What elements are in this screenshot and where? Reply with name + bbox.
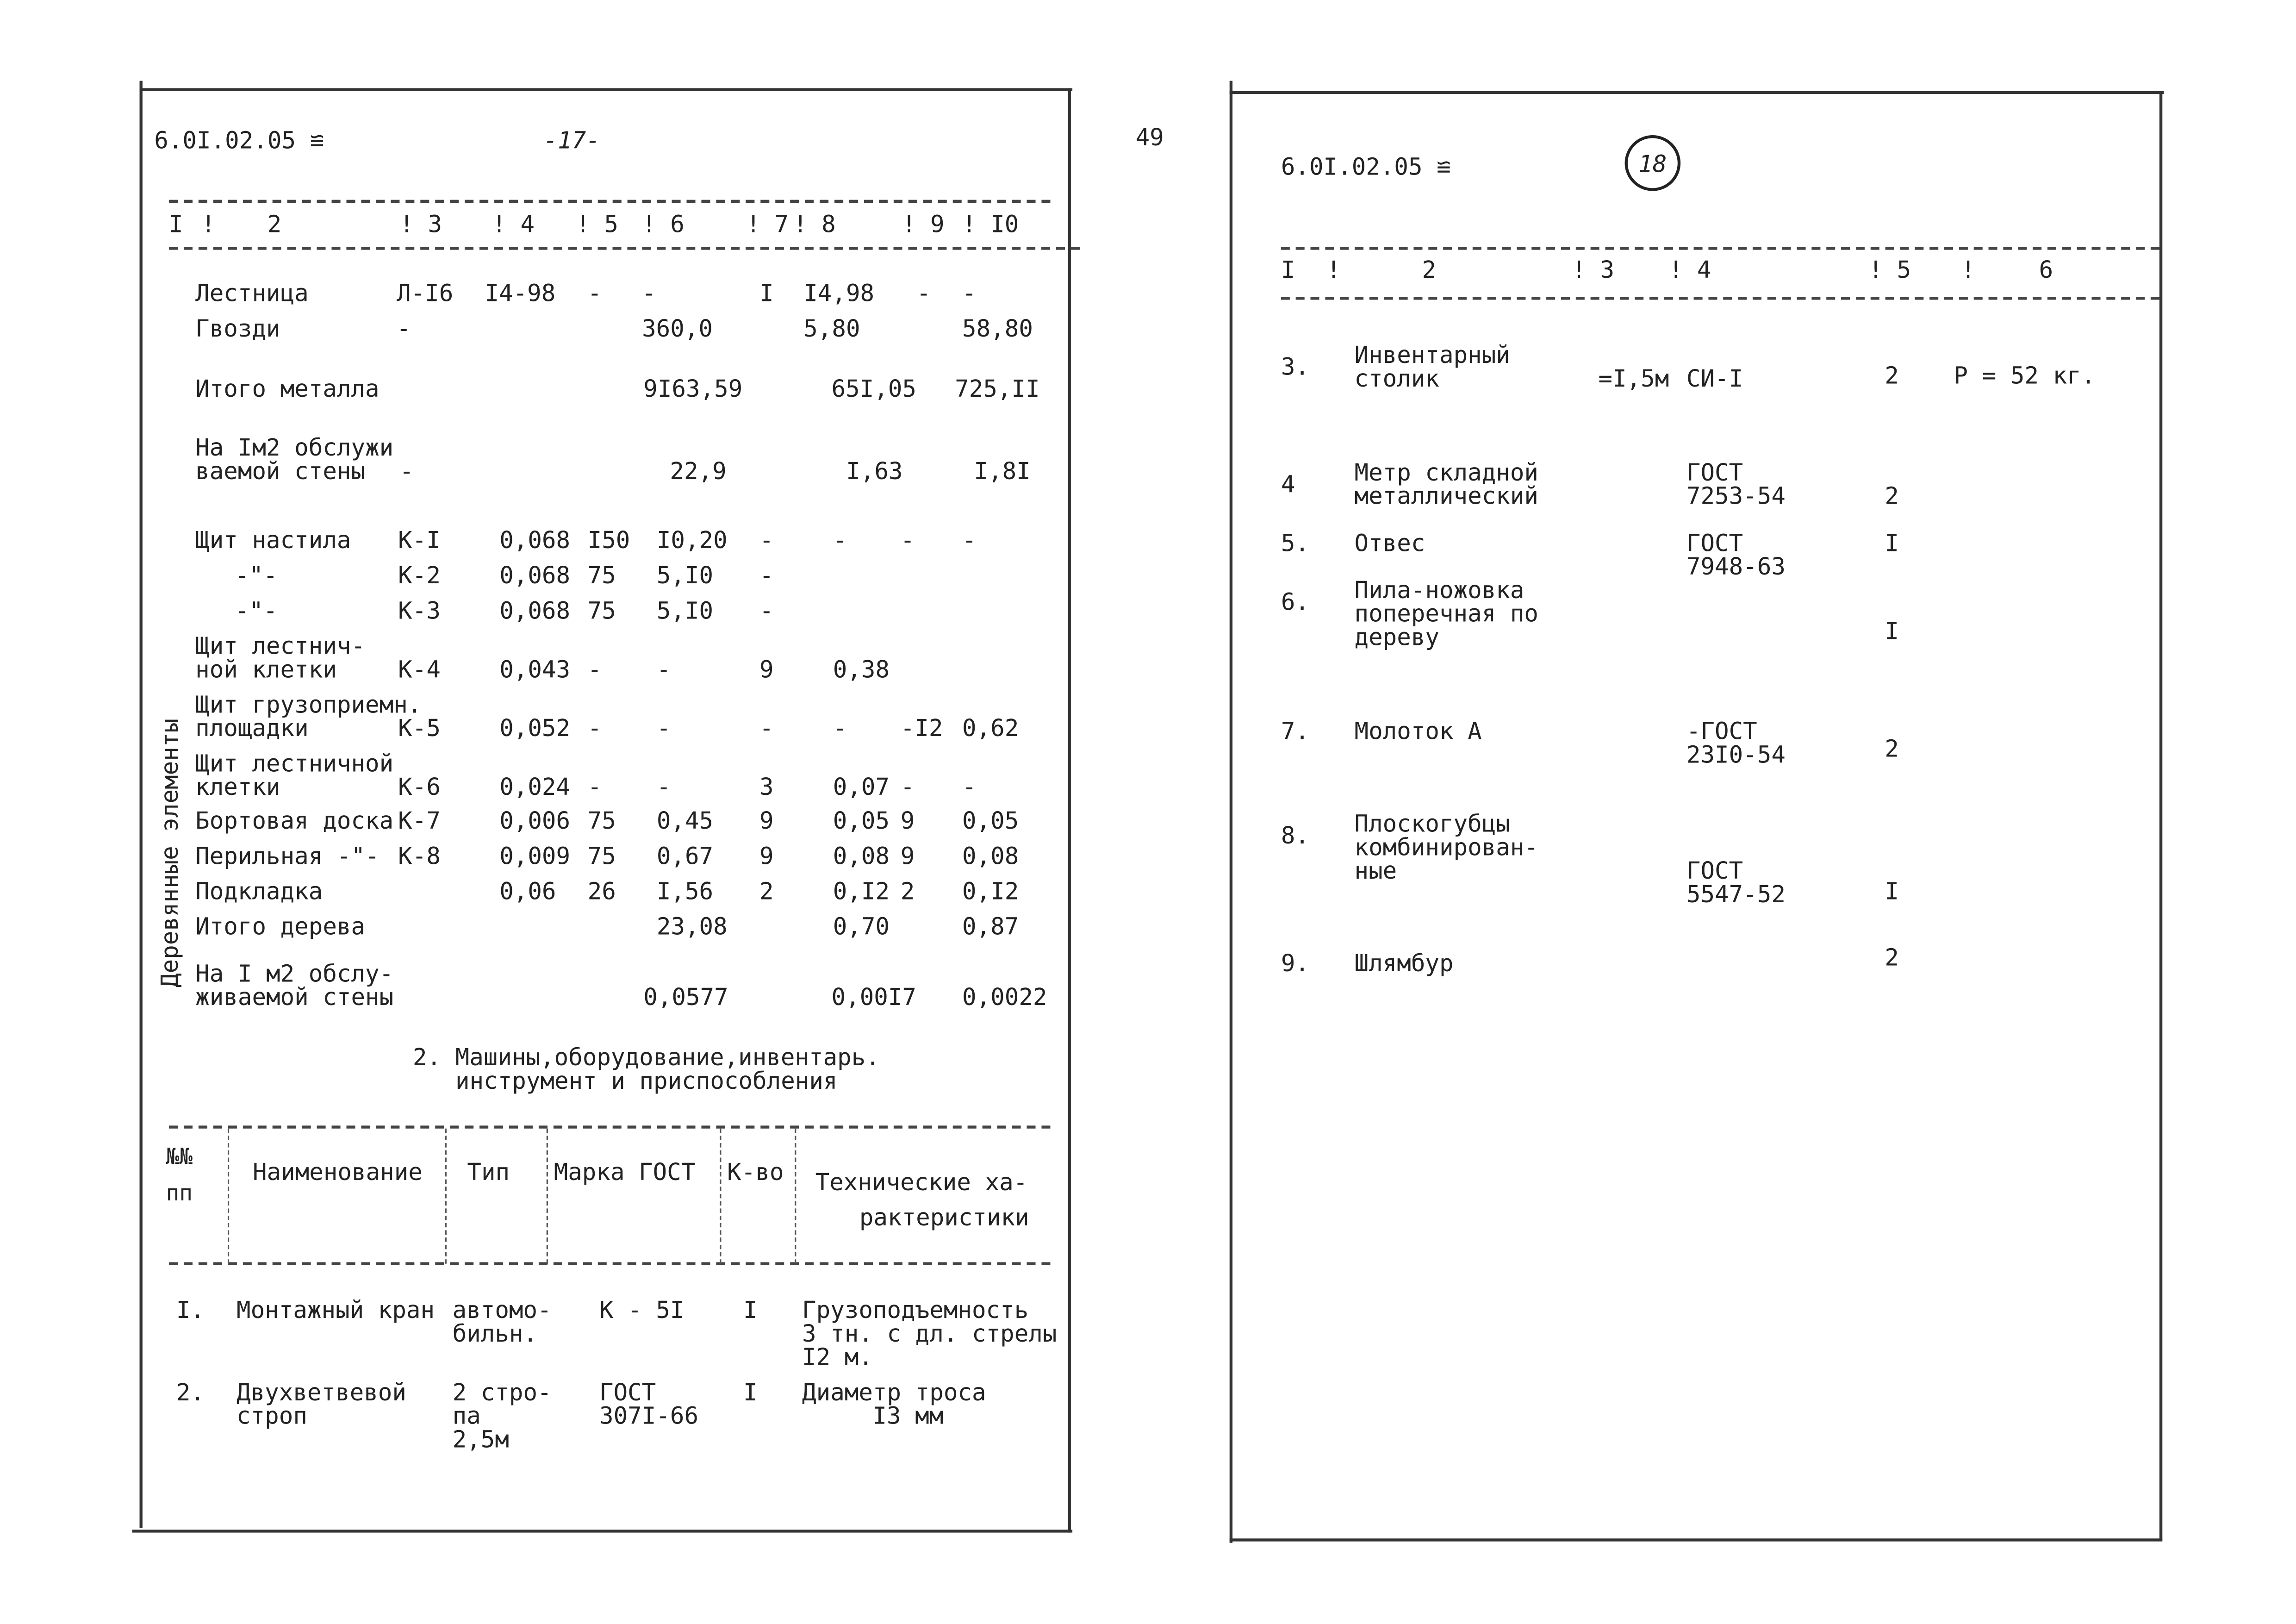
wood-cell-c6: 0,45: [656, 806, 714, 835]
right-row-c5: 2: [1885, 943, 1899, 972]
wood-cell-mark: К-4: [398, 655, 441, 683]
t2-head-type: Тип: [467, 1158, 510, 1186]
right-row-name: металлический: [1354, 482, 1539, 510]
t2-head-qty: К-во: [727, 1158, 784, 1186]
metal-total-c6: 9I63,59: [643, 375, 743, 403]
t2-head-mark: Марка ГОСТ: [554, 1158, 696, 1186]
right-doc-code: 6.0I.02.05 ≌: [1281, 153, 1451, 181]
wood-cell-c4: 0,06: [499, 877, 556, 906]
right-header-cell: I: [1281, 256, 1295, 284]
metal-cell: -: [587, 279, 602, 307]
wood-total-c10: 0,87: [962, 912, 1019, 941]
wood-per-c10: 0,0022: [962, 983, 1047, 1011]
right-row-c3: =I,5м: [1598, 364, 1669, 393]
wood-cell-c6: I,56: [656, 877, 714, 906]
right-frame-top: [1230, 91, 2164, 94]
metal-cell: I4-98: [485, 279, 556, 307]
right-row-name: Отвес: [1354, 529, 1425, 557]
section2-title-1: 2. Машины,оборудование,инвентарь.: [412, 1043, 880, 1071]
metal-cell: -: [916, 279, 931, 307]
t2-col-sep-5: [795, 1129, 796, 1264]
right-row-name: комбинирован-: [1354, 833, 1539, 862]
wood-cell-mark: К-8: [398, 842, 441, 870]
metal-cell: Лестница: [195, 279, 309, 307]
right-header-rule-top: [1281, 247, 2159, 250]
t2-tech: I2 м.: [802, 1343, 873, 1371]
left-header-rule-bottom: [169, 247, 1080, 250]
wood-cell-c4: 0,068: [499, 526, 571, 554]
metal-cell: -: [642, 279, 656, 307]
wood-cell-mark: К-3: [398, 596, 441, 625]
right-row-name: Пила-ножовка: [1354, 576, 1524, 604]
wood-cell-c9: -: [900, 773, 915, 801]
wood-cell-c8: 0,I2: [833, 877, 890, 906]
right-row-c4: 23I0-54: [1686, 740, 1786, 769]
wood-cell-c9: -: [900, 526, 915, 554]
wood-cell-c4: 0,009: [499, 842, 571, 870]
wood-cell-mark: К-5: [398, 714, 441, 742]
wood-cell-c5: 75: [587, 806, 616, 835]
section2-title-2: инструмент и приспособления: [455, 1067, 838, 1095]
right-row-name: Метр складной: [1354, 458, 1539, 487]
wood-cell-c9: -I2: [900, 714, 943, 742]
wood-cell-c5: -: [587, 655, 602, 683]
wood-label: -"-: [235, 561, 278, 589]
wood-cell-c6: 5,I0: [656, 561, 714, 589]
t2-type: па: [452, 1402, 481, 1430]
t2-head-tech-2: рактеристики: [859, 1203, 1029, 1231]
wood-label-line: Щит лестничной: [195, 749, 394, 778]
metal-cell: 58,80: [962, 314, 1033, 343]
wood-cell-c4: 0,052: [499, 714, 571, 742]
t2-name: строп: [236, 1402, 307, 1430]
right-frame-left: [1230, 81, 1232, 1543]
right-row-no: 5.: [1281, 529, 1309, 557]
wood-cell-c9: 9: [900, 806, 915, 835]
left-frame-bottom: [132, 1530, 1072, 1532]
t2-tech: Диаметр троса: [802, 1378, 986, 1406]
right-header-cell: ! 3: [1572, 256, 1615, 284]
wood-label: Бортовая доска: [195, 806, 394, 835]
left-header-cell: 2: [267, 210, 282, 238]
right-row-no: 4: [1281, 470, 1295, 499]
metal-per-c10: I,8I: [974, 457, 1031, 485]
wood-label-line: Щит грузоприемн.: [195, 690, 422, 719]
left-frame-left: [140, 81, 143, 1528]
wood-cell-c8: -: [833, 526, 847, 554]
wood-cell-c10: -: [962, 526, 977, 554]
wood-label: -"-: [235, 596, 278, 625]
wood-label-line: Щит лестнич-: [195, 631, 366, 660]
left-header-cell: ! 7: [746, 210, 789, 238]
wood-cell-c5: 75: [587, 596, 616, 625]
t2-type: автомо-: [452, 1296, 552, 1324]
wood-cell-c7: -: [759, 596, 774, 625]
wood-cell-c4: 0,043: [499, 655, 571, 683]
t2-qty: I: [743, 1296, 758, 1324]
t2-mark: ГОСТ: [599, 1378, 656, 1406]
wood-cell-c8: 0,07: [833, 773, 890, 801]
left-frame-right: [1068, 88, 1071, 1532]
wood-cell-c5: 75: [587, 561, 616, 589]
left-doc-code: 6.0I.02.05 ≌: [154, 126, 324, 155]
wood-cell-c9: 9: [900, 842, 915, 870]
t2-name: Двухветвевой: [236, 1378, 406, 1406]
t2-rule-bottom: [169, 1262, 1050, 1265]
right-row-c4: -ГОСТ: [1686, 717, 1757, 745]
right-row-c4: 7948-63: [1686, 552, 1786, 581]
right-header-cell: !: [1326, 256, 1341, 284]
wood-cell-c5: -: [587, 773, 602, 801]
left-header-cell: ! 8: [793, 210, 836, 238]
right-row-c5: I: [1885, 877, 1899, 906]
wood-side-label: Деревянные элементы: [156, 718, 184, 987]
wood-label: клетки: [195, 773, 280, 801]
wood-cell-c7: 9: [759, 842, 774, 870]
right-row-name: ные: [1354, 856, 1397, 885]
wood-cell-c8: 0,38: [833, 655, 890, 683]
wood-cell-c6: -: [656, 773, 671, 801]
left-header-cell: ! 4: [492, 210, 535, 238]
right-row-c4: 7253-54: [1686, 482, 1786, 510]
wood-cell-c8: 0,05: [833, 806, 890, 835]
t2-col-sep-4: [720, 1129, 721, 1264]
t2-tech: Грузоподъемность: [802, 1296, 1029, 1324]
wood-total-c6: 23,08: [656, 912, 728, 941]
t2-tech: I3 мм: [872, 1402, 944, 1430]
wood-total-label: Итого дерева: [195, 912, 366, 941]
right-row-name: дереву: [1354, 623, 1439, 651]
metal-cell: I4,98: [803, 279, 875, 307]
t2-name: Монтажный кран: [236, 1296, 435, 1324]
wood-cell-c4: 0,068: [499, 561, 571, 589]
right-row-name: Молоток А: [1354, 717, 1482, 745]
wood-label: ной клетки: [195, 655, 337, 683]
wood-label: Перильная -"-: [195, 842, 380, 870]
wood-cell-c5: I50: [587, 526, 630, 554]
right-frame-right: [2159, 91, 2162, 1540]
wood-cell-c6: 5,I0: [656, 596, 714, 625]
right-row-c4: 5547-52: [1686, 880, 1786, 908]
right-header-rule-bottom: [1281, 297, 2159, 300]
wood-cell-c10: 0,62: [962, 714, 1019, 742]
metal-per-dash: -: [399, 457, 414, 485]
wood-cell-c10: 0,05: [962, 806, 1019, 835]
right-frame-bottom: [1230, 1538, 2163, 1541]
right-row-c5: I: [1885, 617, 1899, 645]
left-header-cell: ! 5: [576, 210, 618, 238]
wood-cell-c7: -: [759, 526, 774, 554]
wood-cell-c7: -: [759, 714, 774, 742]
right-row-no: 3.: [1281, 352, 1309, 381]
metal-total-c10: 725,II: [955, 375, 1040, 403]
metal-per-c6: 22,9: [670, 457, 727, 485]
wood-label: Щит настила: [195, 526, 351, 554]
t2-rule-top: [169, 1125, 1050, 1128]
right-row-c4: ГОСТ: [1686, 529, 1743, 557]
wood-cell-c5: 75: [587, 842, 616, 870]
wood-cell-mark: К-I: [398, 526, 441, 554]
wood-cell-c7: -: [759, 561, 774, 589]
metal-cell: -: [397, 314, 411, 343]
wood-per-c6: 0,0577: [643, 983, 728, 1011]
right-row-c5: 2: [1885, 482, 1899, 510]
wood-cell-c6: I0,20: [656, 526, 728, 554]
right-row-c6: Р = 52 кг.: [1954, 361, 2096, 390]
wood-cell-c7: 3: [759, 773, 774, 801]
page-number: 49: [1135, 123, 1164, 151]
right-row-name: поперечная по: [1354, 600, 1539, 628]
t2-head-no-1: №№: [166, 1143, 193, 1170]
wood-cell-c8: -: [833, 714, 847, 742]
right-header-cell: 2: [1422, 256, 1437, 284]
t2-type: 2 стро-: [452, 1378, 552, 1406]
right-header-cell: ! 4: [1668, 256, 1711, 284]
t2-no: I.: [176, 1296, 205, 1324]
wood-cell-c4: 0,024: [499, 773, 571, 801]
wood-cell-c7: 2: [759, 877, 774, 906]
right-row-c4: ГОСТ: [1686, 458, 1743, 487]
wood-per-label-2: живаемой стены: [195, 983, 394, 1011]
wood-cell-c8: 0,08: [833, 842, 890, 870]
wood-cell-c7: 9: [759, 806, 774, 835]
t2-tech: 3 тн. с дл. стрелы: [802, 1319, 1057, 1348]
wood-cell-mark: К-7: [398, 806, 441, 835]
left-header-cell: ! 6: [642, 210, 684, 238]
right-row-name: Плоскогубцы: [1354, 809, 1510, 838]
t2-no: 2.: [176, 1378, 205, 1406]
wood-cell-c5: -: [587, 714, 602, 742]
t2-mark: К - 5I: [599, 1296, 684, 1324]
left-frame-top: [140, 88, 1073, 91]
right-row-c5: 2: [1885, 361, 1899, 390]
wood-cell-mark: К-2: [398, 561, 441, 589]
right-row-no: 9.: [1281, 949, 1309, 977]
metal-cell: I: [759, 279, 774, 307]
metal-cell: Л-I6: [397, 279, 454, 307]
right-row-c5: I: [1885, 529, 1899, 557]
wood-cell-c10: -: [962, 773, 977, 801]
metal-per-c8: I,63: [846, 457, 903, 485]
right-row-c4: ГОСТ: [1686, 856, 1743, 885]
left-header-cell: ! 3: [399, 210, 442, 238]
right-row-c5: 2: [1885, 735, 1899, 763]
metal-total-c8: 65I,05: [831, 375, 916, 403]
wood-total-c8: 0,70: [833, 912, 890, 941]
wood-per-label-1: На I м2 обслу-: [195, 959, 394, 987]
t2-head-tech-1: Технические ха-: [815, 1168, 1028, 1196]
metal-per-label-1: На Iм2 обслужи: [195, 433, 394, 462]
wood-cell-c4: 0,006: [499, 806, 571, 835]
left-header-cell: ! 9: [902, 210, 945, 238]
left-header-rule-top: [169, 200, 1050, 203]
left-header-cell: I: [169, 210, 183, 238]
metal-cell: 5,80: [803, 314, 860, 343]
wood-cell-c6: -: [656, 714, 671, 742]
right-row-name: Инвентарный: [1354, 341, 1510, 369]
right-row-name: Шлямбур: [1354, 949, 1454, 977]
wood-cell-c4: 0,068: [499, 596, 571, 625]
metal-cell: 360,0: [642, 314, 713, 343]
wood-cell-c10: 0,08: [962, 842, 1019, 870]
page-stamp: 18: [1625, 135, 1681, 191]
wood-per-c8: 0,00I7: [831, 983, 916, 1011]
right-row-no: 6.: [1281, 587, 1309, 616]
t2-head-no-2: пп: [166, 1180, 193, 1206]
left-header-cell: ! I0: [962, 210, 1019, 238]
right-row-no: 7.: [1281, 717, 1309, 745]
t2-qty: I: [743, 1378, 758, 1406]
wood-cell-c6: 0,67: [656, 842, 714, 870]
right-header-cell: ! 5: [1868, 256, 1911, 284]
t2-type: 2,5м: [452, 1425, 509, 1454]
wood-cell-c10: 0,I2: [962, 877, 1019, 906]
wood-cell-c5: 26: [587, 877, 616, 906]
wood-cell-mark: К-6: [398, 773, 441, 801]
t2-col-sep-2: [445, 1129, 447, 1264]
t2-type: бильн.: [452, 1319, 538, 1348]
right-row-no: 8.: [1281, 821, 1309, 849]
wood-label: площадки: [195, 714, 309, 742]
left-page-marker: -17-: [543, 126, 600, 155]
wood-cell-c6: -: [656, 655, 671, 683]
t2-head-name: Наименование: [252, 1158, 423, 1186]
t2-mark: 307I-66: [599, 1402, 699, 1430]
right-header-cell: !: [1961, 256, 1976, 284]
right-row-name: столик: [1354, 364, 1439, 393]
right-row-c4: СИ-I: [1686, 364, 1743, 393]
metal-cell: -: [962, 279, 977, 307]
wood-cell-c7: 9: [759, 655, 774, 683]
t2-col-sep-1: [228, 1129, 229, 1264]
wood-label: Подкладка: [195, 877, 323, 906]
wood-cell-c9: 2: [900, 877, 915, 906]
left-header-cell: !: [201, 210, 216, 238]
t2-col-sep-3: [547, 1129, 548, 1264]
metal-cell: Гвозди: [195, 314, 280, 343]
metal-per-label-2: ваемой стены: [195, 457, 366, 485]
right-header-cell: 6: [2039, 256, 2053, 284]
metal-total-label: Итого металла: [195, 375, 380, 403]
